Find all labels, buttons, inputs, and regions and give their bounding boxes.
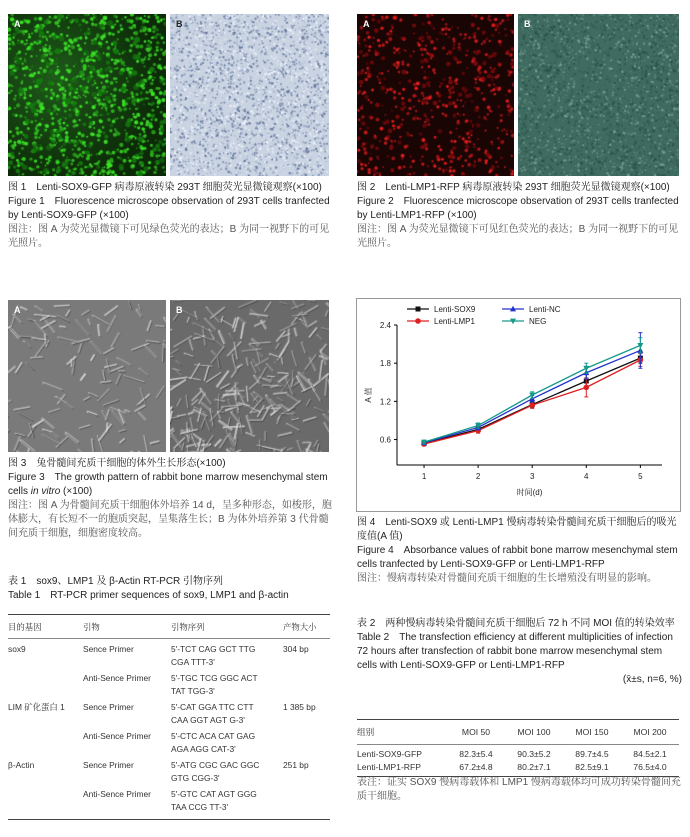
product-size [283, 672, 330, 701]
figure4-chart-frame [356, 298, 681, 512]
efficiency-value: 82.3±5.4 [459, 749, 493, 759]
figure4-caption [357, 516, 682, 586]
figure3-panel-b [170, 300, 329, 452]
product-size: 304 bp [283, 644, 309, 654]
figure3-caption [8, 457, 336, 541]
table-row [8, 788, 330, 817]
figure4-note: 图注：慢病毒转染对骨髓间充质干细胞的生长增殖没有明显的影响。 [357, 573, 657, 584]
table-row [8, 701, 330, 730]
table-header: 引物 [83, 622, 100, 632]
efficiency-value: 84.5±2.1 [633, 749, 667, 759]
x-tick-label: 5 [638, 472, 643, 481]
legend-label-lenti-nc: Lenti-NC [529, 305, 561, 314]
table1-header-row [8, 615, 330, 638]
table-row [8, 730, 330, 759]
table1-title-en: Table 1 RT-PCR primer sequences of sox9, LMP1 and β-actin [8, 590, 289, 601]
table-header: 产物大小 [283, 622, 317, 632]
y-axis-label: A 值 [364, 387, 373, 403]
primer-sequence: 5'-TGC TCG GGC ACT TAT TGG-3' [171, 673, 258, 696]
figure2-caption-zh: 图 2 Lenti-LMP1-RFP 病毒原液转染 293T 细胞荧光显微镜观察(×100) [357, 182, 670, 193]
table-header: MOI 50 [461, 726, 491, 737]
primer-sequence: 5'-GTC CAT AGT GGG TAA CCG TT-3' [171, 789, 257, 812]
table-row [8, 672, 330, 701]
table2-note: 表注：证实 SOX9 慢病毒载体和 LMP1 慢病毒载体均可成功转染骨髓间充质干细胞。 [357, 777, 681, 802]
panel-label-b: B [176, 305, 183, 315]
x-tick-label: 1 [421, 472, 427, 481]
table1-title [8, 575, 338, 603]
table2-title [357, 617, 682, 687]
product-size [283, 730, 330, 759]
figure1-panel-a [8, 14, 166, 176]
panel-label-a: A [14, 19, 21, 29]
gene-name [8, 672, 83, 701]
bright-field-image [518, 14, 679, 176]
table2 [357, 719, 679, 777]
legend-label-neg: NEG [529, 317, 547, 326]
efficiency-value: 67.2±4.8 [459, 762, 493, 772]
legend-label-lenti-sox9: Lenti-SOX9 [434, 305, 476, 314]
efficiency-value: 90.3±5.2 [517, 749, 551, 759]
figure1-caption-en: Figure 1 Fluorescence microscope observation of 293T cells tranfected by Lenti-SOX9-GFP (×100) [8, 196, 330, 221]
figure2-panel-b [518, 14, 679, 176]
table-row [8, 759, 330, 788]
group-name: Lenti-SOX9-GFP [357, 749, 422, 759]
primer-type: Sence Primer [83, 760, 134, 770]
table-row [8, 643, 330, 672]
table2-stat-note: (x̄±s, n=6, %) [622, 674, 682, 685]
bright-field-image [170, 14, 329, 176]
figure4-caption-zh: 图 4 Lenti-SOX9 或 Lenti-LMP1 慢病毒转染骨髓间充质干细胞后的吸光度值(A 值) [357, 517, 677, 542]
red-fluorescence-image [357, 14, 514, 176]
primer-type: Anti-Sence Primer [83, 789, 151, 799]
figure1-caption [8, 181, 336, 251]
y-tick-label: 1.2 [379, 397, 391, 407]
y-tick-label: 2.4 [379, 321, 391, 330]
absorbance-line-chart [357, 299, 680, 511]
product-size [283, 788, 330, 817]
figure2-caption-en: Figure 2 Fluorescence microscope observation of 293T cells tranfected by Lenti-LMP1-RFP (×100) [357, 196, 679, 221]
gene-name: sox9 [8, 644, 26, 654]
efficiency-value: 80.2±7.1 [517, 762, 551, 772]
table-header: 引物序列 [171, 622, 205, 632]
table-header: MOI 100 [517, 726, 551, 737]
table-header: 组别 [357, 726, 375, 737]
efficiency-value: 89.7±4.5 [575, 749, 609, 759]
efficiency-value: 82.5±9.1 [575, 762, 609, 772]
gene-name: β-Actin [8, 760, 35, 770]
primer-type: Sence Primer [83, 702, 134, 712]
gene-name [8, 730, 83, 759]
figure1-caption-zh: 图 1 Lenti-SOX9-GFP 病毒原液转染 293T 细胞荧光显微镜观察(×100) [8, 182, 322, 193]
gene-name: LIM 矿化蛋白 1 [8, 702, 65, 712]
primer-sequence: 5'-ATG CGC GAC GGC GTG CGG-3' [171, 760, 260, 783]
table2-title-zh: 表 2 两种慢病毒转染骨髓间充质干细胞后 72 h 不同 MOI 值的转染效率 [357, 618, 675, 629]
y-tick-label: 0.6 [379, 435, 391, 445]
table-header: MOI 150 [575, 726, 609, 737]
data-point-lenti-lmp1 [583, 385, 589, 391]
table2-body [357, 748, 679, 774]
primer-sequence: 5'-CTC ACA CAT GAG AGA AGG CAT-3' [171, 731, 256, 754]
table1-body [8, 643, 330, 817]
panel-label-b: B [524, 19, 531, 29]
figure2-note: 图注：图 A 为荧光显微镜下可见红色荧光的表达；B 为同一视野下的可见光照片。 [357, 224, 679, 249]
product-size: 1 385 bp [283, 702, 316, 712]
data-point-lenti-lmp1 [529, 402, 535, 408]
panel-label-b: B [176, 19, 183, 29]
figure1-note: 图注：图 A 为荧光显微镜下可见绿色荧光的表达；B 为同一视野下的可见光照片。 [8, 224, 330, 249]
figure1-panel-b [170, 14, 329, 176]
group-name: Lenti-LMP1-RFP [357, 762, 421, 772]
table-header: 目的基因 [8, 622, 42, 632]
figure4-caption-en: Figure 4 Absorbance values of rabbit bone marrow mesenchymal stem cells tranfected by Lenti-SOX9-GFP or Lenti-LMP1-RFP [357, 545, 678, 570]
y-tick-label: 1.8 [379, 359, 391, 369]
legend-label-lenti-lmp1: Lenti-LMP1 [434, 317, 475, 326]
x-axis-label: 时间(d) [516, 488, 543, 497]
panel-label-a: A [14, 305, 21, 315]
x-tick-label: 4 [584, 472, 589, 481]
cell-culture-passage3-image [170, 300, 329, 452]
x-tick-label: 3 [529, 472, 535, 481]
panel-label-a: A [363, 19, 370, 29]
figure3-caption-zh: 图 3 兔骨髓间充质干细胞的体外生长形态(×100) [8, 458, 226, 469]
primer-sequence: 5'-TCT CAG GCT TTG CGA TTT-3' [171, 644, 256, 667]
cell-culture-day14-image [8, 300, 166, 452]
gene-name [8, 788, 83, 817]
primer-sequence: 5'-CAT GGA TTC CTT CAA GGT AGT G-3' [171, 702, 254, 725]
figure3-panel-a [8, 300, 166, 452]
primer-type: Anti-Sence Primer [83, 731, 151, 741]
figure2-panel-a [357, 14, 514, 176]
table1-title-zh: 表 1 sox9、LMP1 及 β-Actin RT-PCR 引物序列 [8, 576, 224, 587]
table2-header-row [357, 720, 679, 744]
table-row [357, 761, 679, 774]
x-tick-label: 2 [475, 472, 481, 481]
efficiency-value: 76.5±4.0 [633, 762, 667, 772]
primer-type: Anti-Sence Primer [83, 673, 151, 683]
figure3-note: 图注：图 A 为骨髓间充质干细胞体外培养 14 d，呈多种形态，如梭形，胞体膨大，有长短不一的胞质突起，呈集落生长；B 为体外培养第 3 代骨髓间充质干细胞，细胞密度较高。 [8, 500, 332, 539]
legend-marker-lenti-lmp1 [415, 318, 421, 324]
table-header: MOI 200 [633, 726, 667, 737]
table2-title-en: Table 2 The transfection efficiency at different multiplicities of infection 72 hours after transfection of rabbit bone marrow mesenchymal stem cells with Lenti-SOX9-GFP or Lenti-LMP1-RFP [357, 632, 673, 671]
primer-type: Sence Primer [83, 644, 134, 654]
table-row [357, 748, 679, 761]
figure3-caption-en: Figure 3 The growth pattern of rabbit bone marrow mesenchymal stem cells in vitro (×100) [8, 472, 328, 497]
legend-marker-lenti-sox9 [416, 307, 421, 312]
figure2-caption [357, 181, 682, 251]
product-size: 251 bp [283, 760, 309, 770]
table1 [8, 614, 330, 820]
green-fluorescence-image [8, 14, 166, 176]
